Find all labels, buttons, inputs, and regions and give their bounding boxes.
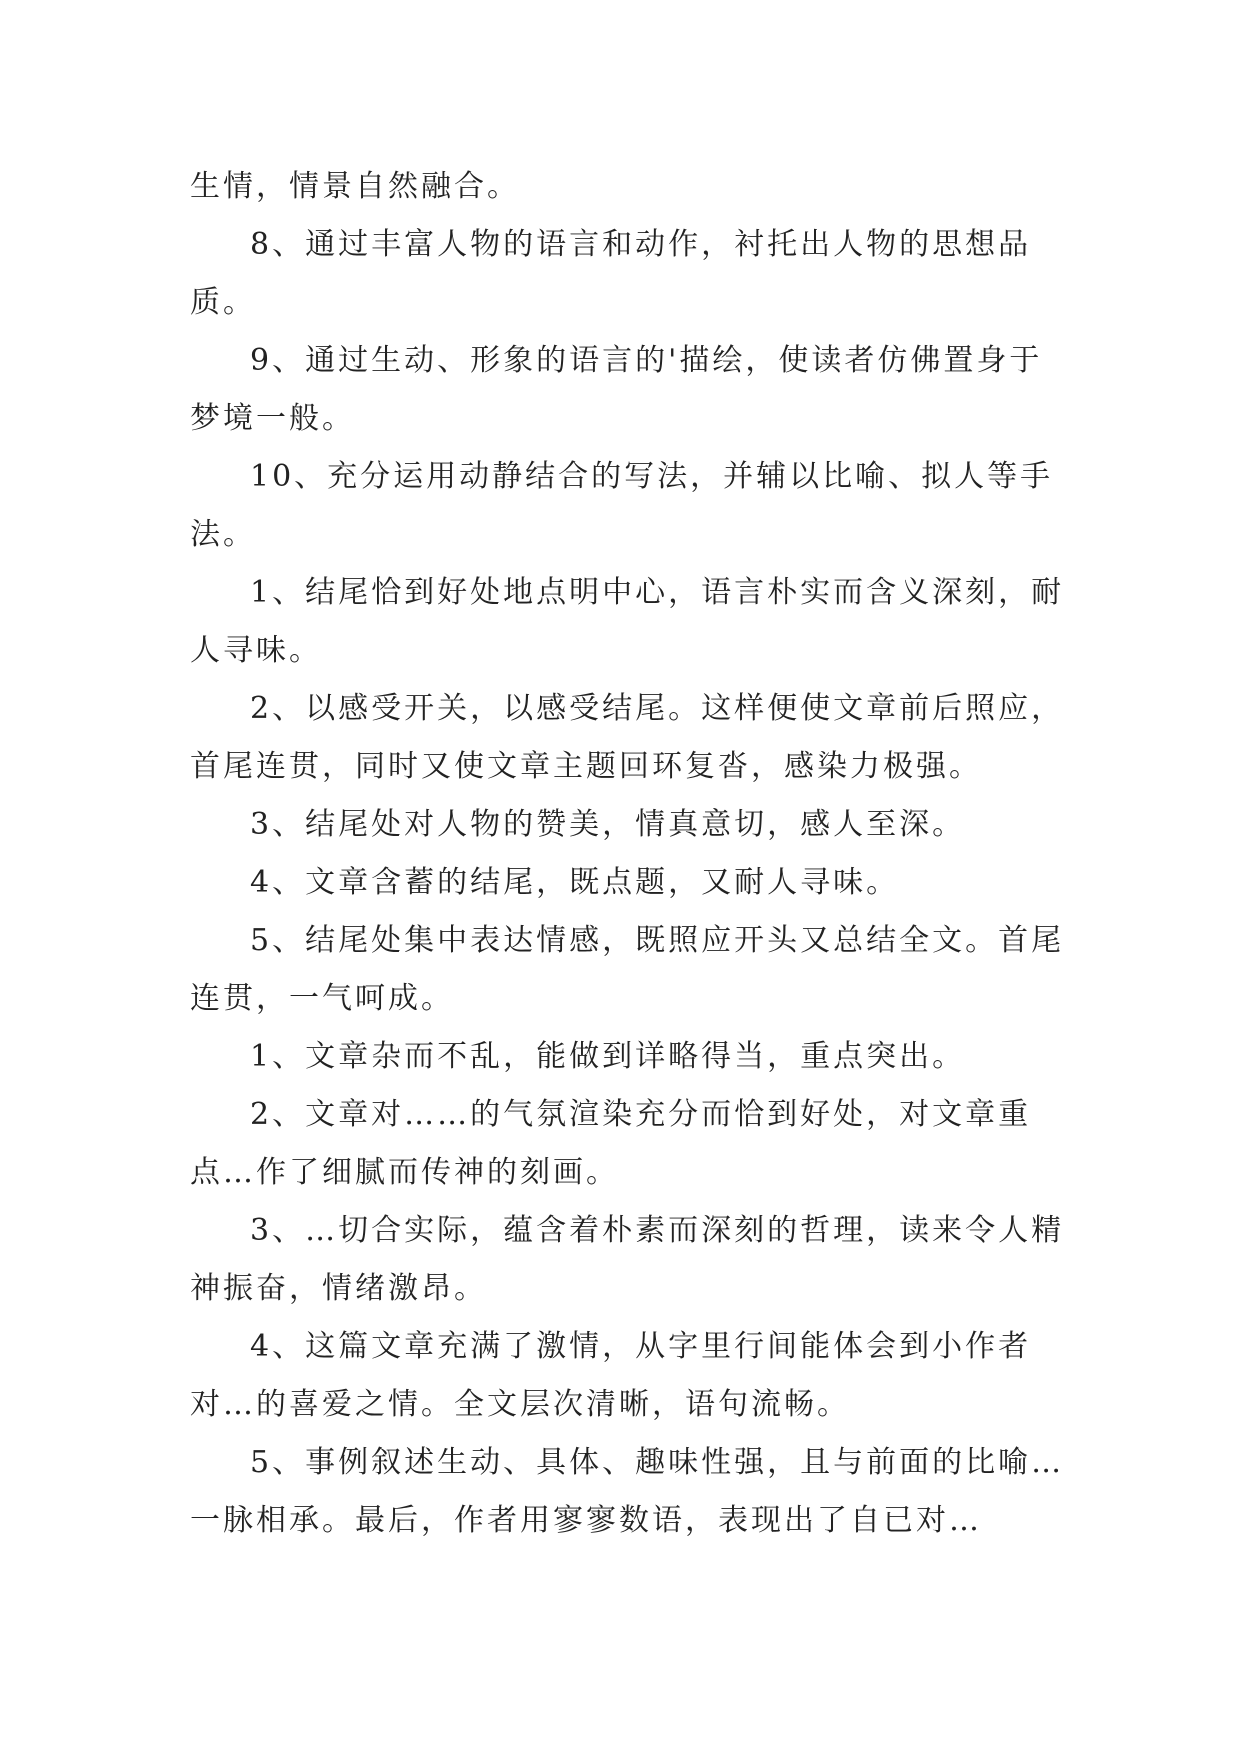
paragraph-item-9: 9、通过生动、形象的语言的'描绘，使读者仿佛置身于梦境一般。: [190, 343, 1043, 436]
paragraph-comment-5: 5、事例叙述生动、具体、趣味性强，且与前面的比喻…一脉相承。最后，作者用寥寥数语，表现出了自已对…: [190, 1445, 1065, 1538]
paragraph-ending-1: 1、结尾恰到好处地点明中心，语言朴实而含义深刻，耐人寻味。: [190, 575, 1065, 668]
document-body: [190, 158, 1070, 1550]
paragraph-ending-2: 2、以感受开关，以感受结尾。这样便使文章前后照应，首尾连贯，同时又使文章主题回环复沓，感染力极强。: [190, 691, 1065, 784]
paragraph-comment-1: 1、文章杂而不乱，能做到详略得当，重点突出。: [250, 1039, 966, 1074]
paragraph-continuation: 生情，情景自然融合。: [190, 169, 520, 204]
paragraph-comment-2: 2、文章对……的气氛渲染充分而恰到好处，对文章重点…作了细腻而传神的刻画。: [190, 1097, 1032, 1190]
paragraph-item-10: 10、充分运用动静结合的写法，并辅以比喻、拟人等手法。: [190, 459, 1054, 552]
paragraph-ending-5: 5、结尾处集中表达情感，既照应开头又总结全文。首尾连贯，一气呵成。: [190, 923, 1065, 1016]
paragraph-ending-4: 4、文章含蓄的结尾，既点题，又耐人寻味。: [250, 865, 900, 900]
paragraph-comment-4: 4、这篇文章充满了激情，从字里行间能体会到小作者对…的喜爱之情。全文层次清晰，语句流畅。: [190, 1329, 1032, 1422]
paragraph-ending-3: 3、结尾处对人物的赞美，情真意切，感人至深。: [250, 807, 966, 842]
paragraph-comment-3: 3、…切合实际，蕴含着朴素而深刻的哲理，读来令人精神振奋，情绪激昂。: [190, 1213, 1065, 1306]
paragraph-item-8: 8、通过丰富人物的语言和动作，衬托出人物的思想品质。: [190, 227, 1032, 320]
